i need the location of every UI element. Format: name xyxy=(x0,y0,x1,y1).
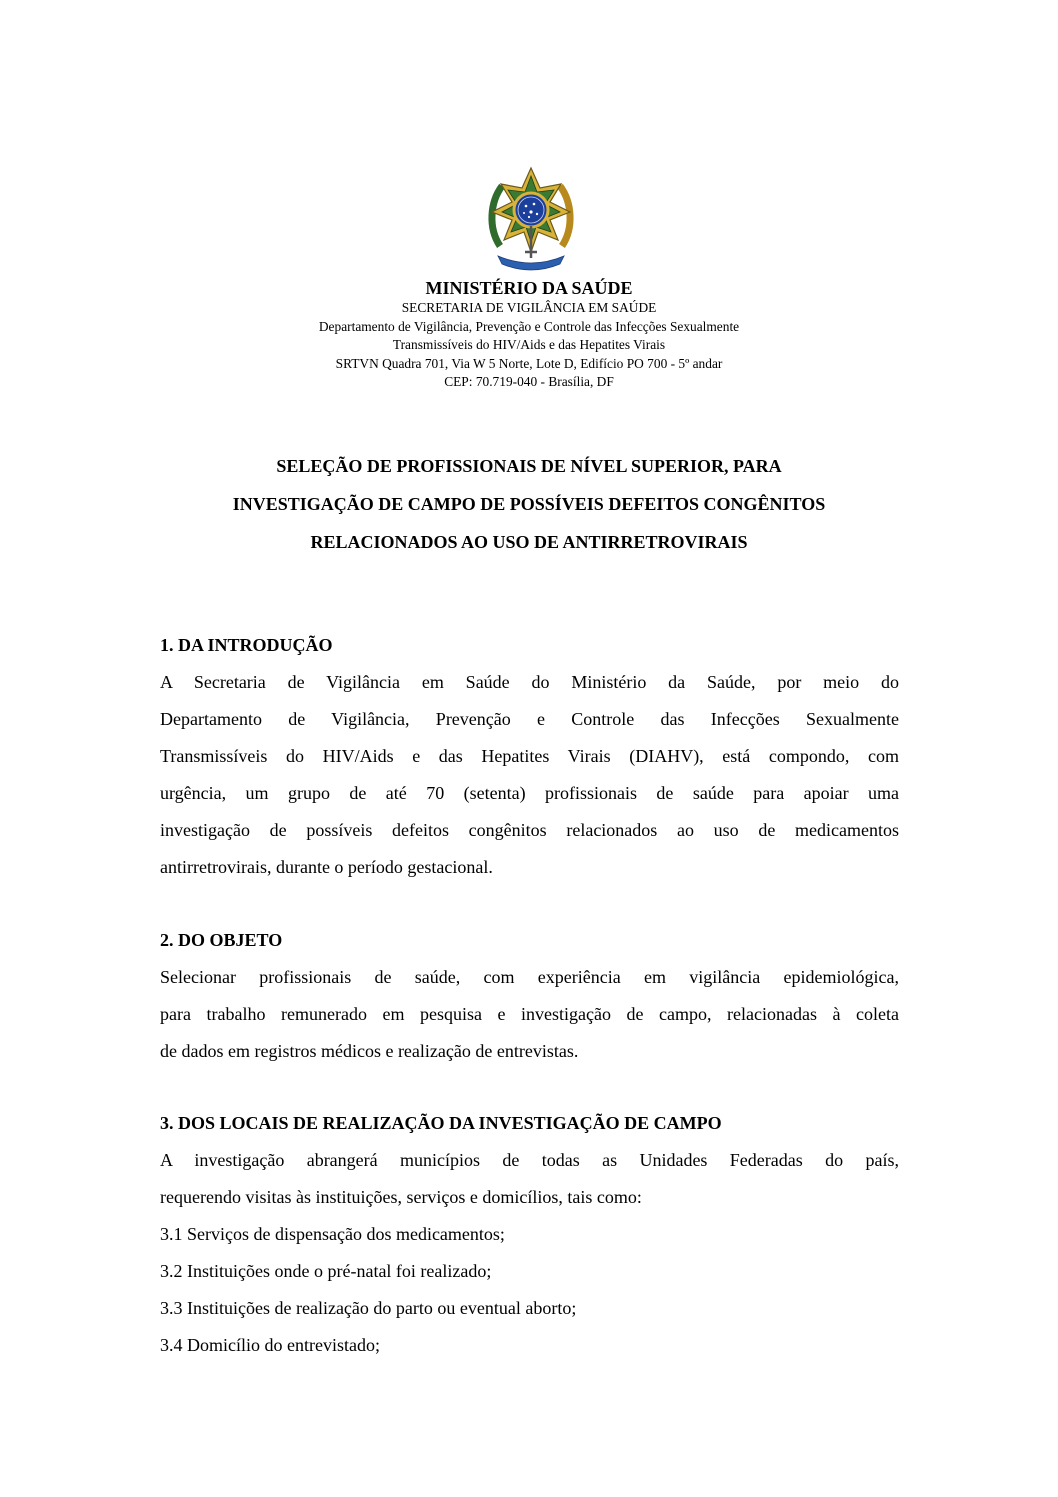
section-heading: 2. DO OBJETO xyxy=(160,930,283,950)
department-line-1: Departamento de Vigilância, Prevenção e Controle das Infecções Sexualmente xyxy=(318,318,740,334)
paragraph-line: A investigação abrangerá municípios de todas as Unidades Federadas do país, xyxy=(160,1150,899,1170)
section-paragraph xyxy=(160,959,899,1070)
list-item: 3.2 Instituições onde o pré-natal foi realizado; xyxy=(160,1261,492,1281)
section-paragraph xyxy=(160,1142,899,1216)
section-object xyxy=(160,922,899,1070)
title-line-2: INVESTIGAÇÃO DE CAMPO DE POSSÍVEIS DEFEITOS CONGÊNITOS xyxy=(232,494,826,514)
document-title xyxy=(160,447,898,561)
section-introduction xyxy=(160,627,899,886)
paragraph-line: Transmissíveis do HIV/Aids e das Hepatites Virais (DIAHV), está compondo, com xyxy=(160,746,899,766)
paragraph-line: A Secretaria de Vigilância em Saúde do Ministério da Saúde, por meio do xyxy=(160,672,899,692)
department-line-2: Transmissíveis do HIV/Aids e das Hepatites Virais xyxy=(392,337,666,352)
section-locations xyxy=(160,1105,899,1364)
cep-line: CEP: 70.719-040 - Brasília, DF xyxy=(444,374,614,389)
letterhead xyxy=(160,277,898,392)
title-line-3: RELACIONADOS AO USO DE ANTIRRETROVIRAIS xyxy=(310,532,748,552)
list-item: 3.4 Domicílio do entrevistado; xyxy=(160,1335,380,1355)
section-paragraph xyxy=(160,664,899,886)
coat-of-arms-emblem xyxy=(486,166,576,272)
paragraph-line: urgência, um grupo de até 70 (setenta) profissionais de saúde para apoiar uma xyxy=(160,783,899,803)
locations-list xyxy=(160,1216,899,1364)
paragraph-line: de dados em registros médicos e realização de entrevistas. xyxy=(160,1041,579,1061)
section-heading: 3. DOS LOCAIS DE REALIZAÇÃO DA INVESTIGAÇÃO DE CAMPO xyxy=(160,1113,722,1133)
paragraph-line: investigação de possíveis defeitos congênitos relacionados ao uso de medicamentos xyxy=(160,820,899,840)
paragraph-line: para trabalho remunerado em pesquisa e investigação de campo, relacionadas à coleta xyxy=(160,1004,899,1024)
list-item: 3.3 Instituições de realização do parto ou eventual aborto; xyxy=(160,1298,577,1318)
title-line-1: SELEÇÃO DE PROFISSIONAIS DE NÍVEL SUPERIOR, PARA xyxy=(276,456,782,476)
ministry-name: MINISTÉRIO DA SAÚDE xyxy=(425,278,633,298)
paragraph-line: Departamento de Vigilância, Prevenção e Controle das Infecções Sexualmente xyxy=(160,709,899,729)
paragraph-line: requerendo visitas às instituições, serviços e domicílios, tais como: xyxy=(160,1187,642,1207)
address-line: SRTVN Quadra 701, Via W 5 Norte, Lote D, Edifício PO 700 - 5º andar xyxy=(335,355,723,371)
paragraph-line: antirretrovirais, durante o período gestacional. xyxy=(160,857,493,877)
list-item: 3.1 Serviços de dispensação dos medicamentos; xyxy=(160,1224,505,1244)
paragraph-line: Selecionar profissionais de saúde, com experiência em vigilância epidemiológica, xyxy=(160,967,899,987)
secretariat-name: SECRETARIA DE VIGILÂNCIA EM SAÚDE xyxy=(401,300,657,315)
section-heading: 1. DA INTRODUÇÃO xyxy=(160,635,333,655)
